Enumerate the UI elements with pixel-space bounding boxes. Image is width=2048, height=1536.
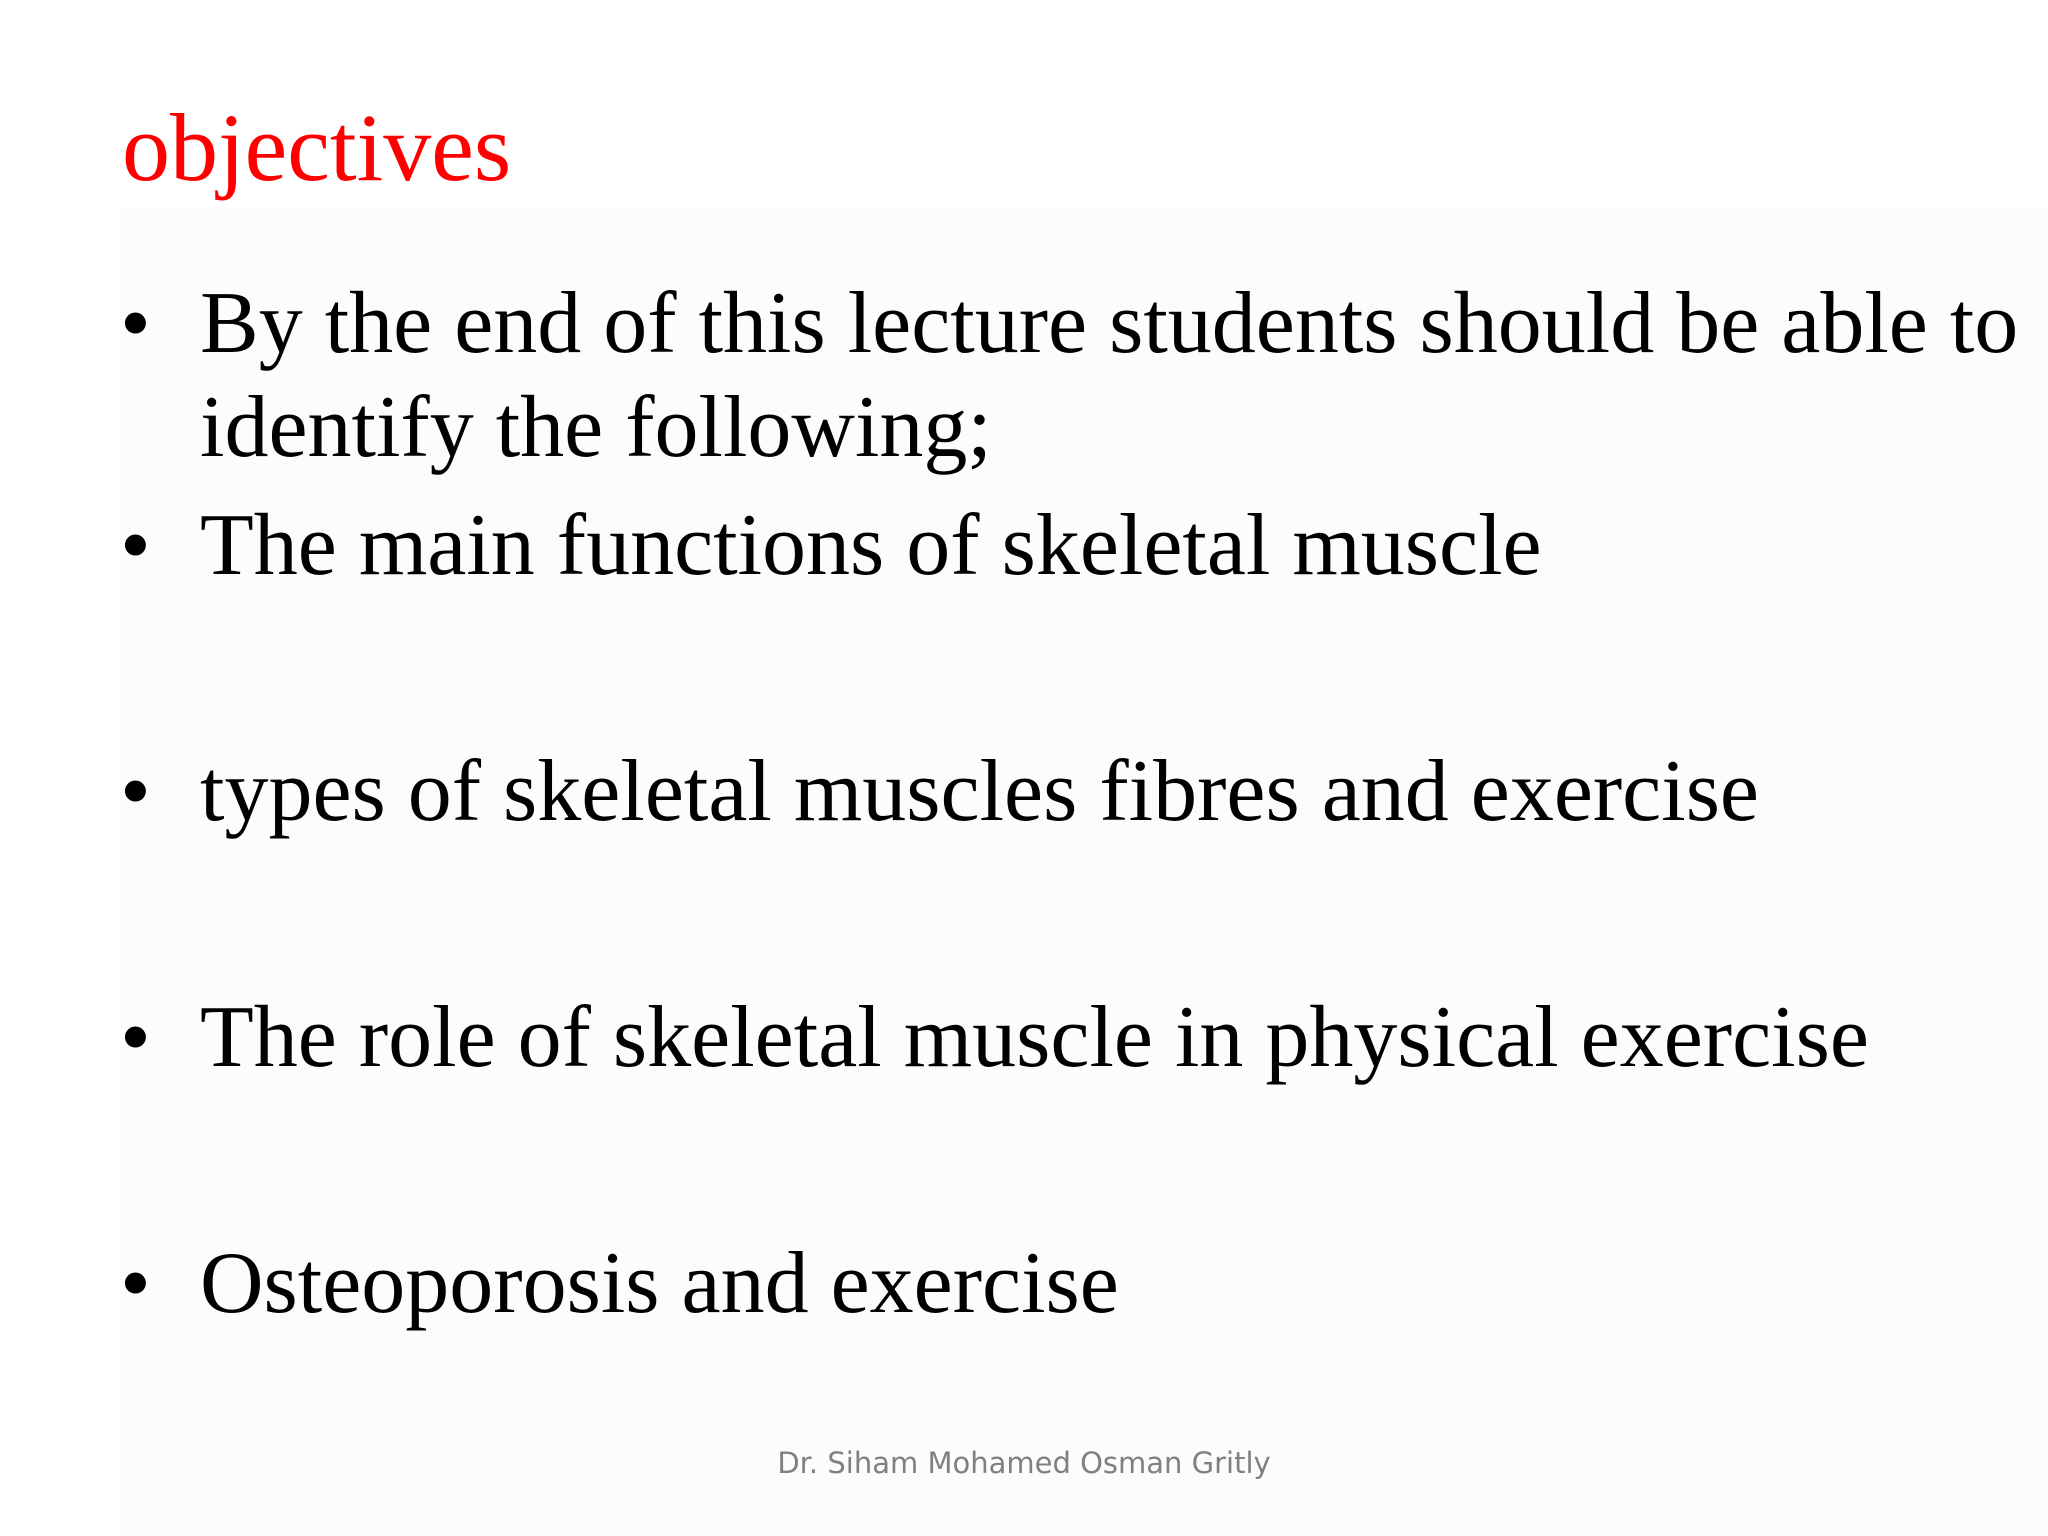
bullet-text: By the end of this lecture students should be able to identify the following; bbox=[200, 275, 2019, 476]
bullet-text: types of skeletal muscles fibres and exercise bbox=[200, 743, 1759, 840]
bullet-text: Osteoporosis and exercise bbox=[200, 1235, 1119, 1332]
bullet-text: The main functions of skeletal muscle bbox=[200, 497, 1542, 594]
bullet-icon: • bbox=[120, 497, 151, 594]
slide-title: objectives bbox=[122, 94, 512, 201]
bullet-icon: • bbox=[120, 275, 151, 372]
slide-footer: Dr. Siham Mohamed Osman Gritly bbox=[777, 1446, 1271, 1480]
bullet-text: The role of skeletal muscle in physical exercise bbox=[200, 989, 1869, 1086]
bullet-icon: • bbox=[120, 1235, 151, 1332]
bullet-icon: • bbox=[120, 743, 151, 840]
bullet-icon: • bbox=[120, 989, 151, 1086]
